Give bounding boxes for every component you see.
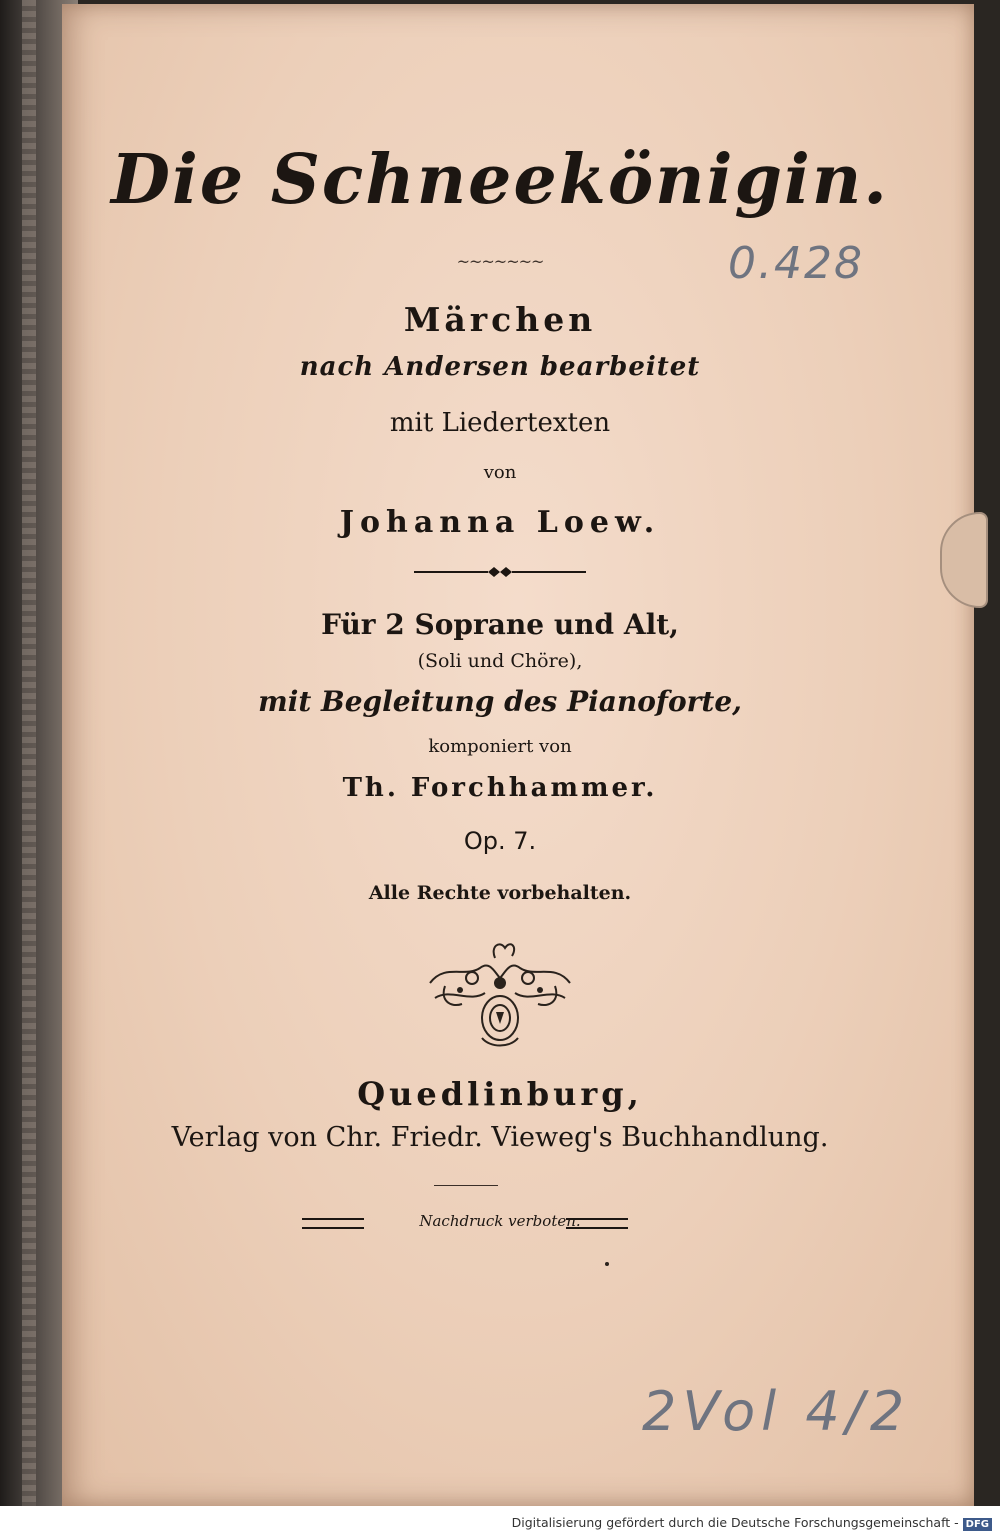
dfg-logo: DFG [963, 1518, 992, 1531]
ornament-divider [100, 560, 900, 584]
reprint-notice: Nachdruck verboten. [419, 1212, 581, 1230]
funding-footer [512, 1515, 992, 1531]
place-of-publication: Quedlinburg, [357, 1075, 643, 1113]
rights-notice: Alle Rechte vorbehalten. [368, 882, 632, 904]
subtitle-andersen: nach Andersen bearbeitet [299, 352, 701, 382]
composer-name: Th. Forchhammer. [342, 773, 658, 803]
title-squiggle: ~~~~~~~ [456, 252, 544, 271]
spine-edge [22, 0, 36, 1534]
accompaniment-line: mit Begleitung des Pianoforte, [258, 685, 742, 718]
subtitle-maerchen: Märchen [403, 300, 597, 339]
voices-note: (Soli und Chöre), [417, 650, 583, 672]
handwritten-bottom-note: 2Vol 4/2 [642, 1380, 911, 1443]
printer-vignette-icon [100, 938, 900, 1053]
handwritten-shelfmark: 0.428 [728, 238, 864, 289]
subtitle-liedertexten: mit Liedertexten [389, 408, 611, 438]
ink-dot [605, 1262, 609, 1266]
opus-number: Op. 7. [463, 827, 537, 855]
funding-text: Digitalisierung gefördert durch die Deutsche Forschungsgemeinschaft - [511, 1515, 959, 1530]
voices-line: Für 2 Soprane und Alt, [321, 608, 679, 641]
publisher-line: Verlag von Chr. Friedr. Vieweg's Buchhandlung. [171, 1122, 829, 1153]
von-label: von [483, 462, 517, 483]
short-rule [434, 1185, 498, 1186]
composed-by-label: komponiert von [428, 736, 572, 757]
book-title: Die Schneekönigin. [111, 140, 889, 220]
double-rule-right [566, 1218, 628, 1229]
author-name: Johanna Loew. [339, 505, 661, 540]
